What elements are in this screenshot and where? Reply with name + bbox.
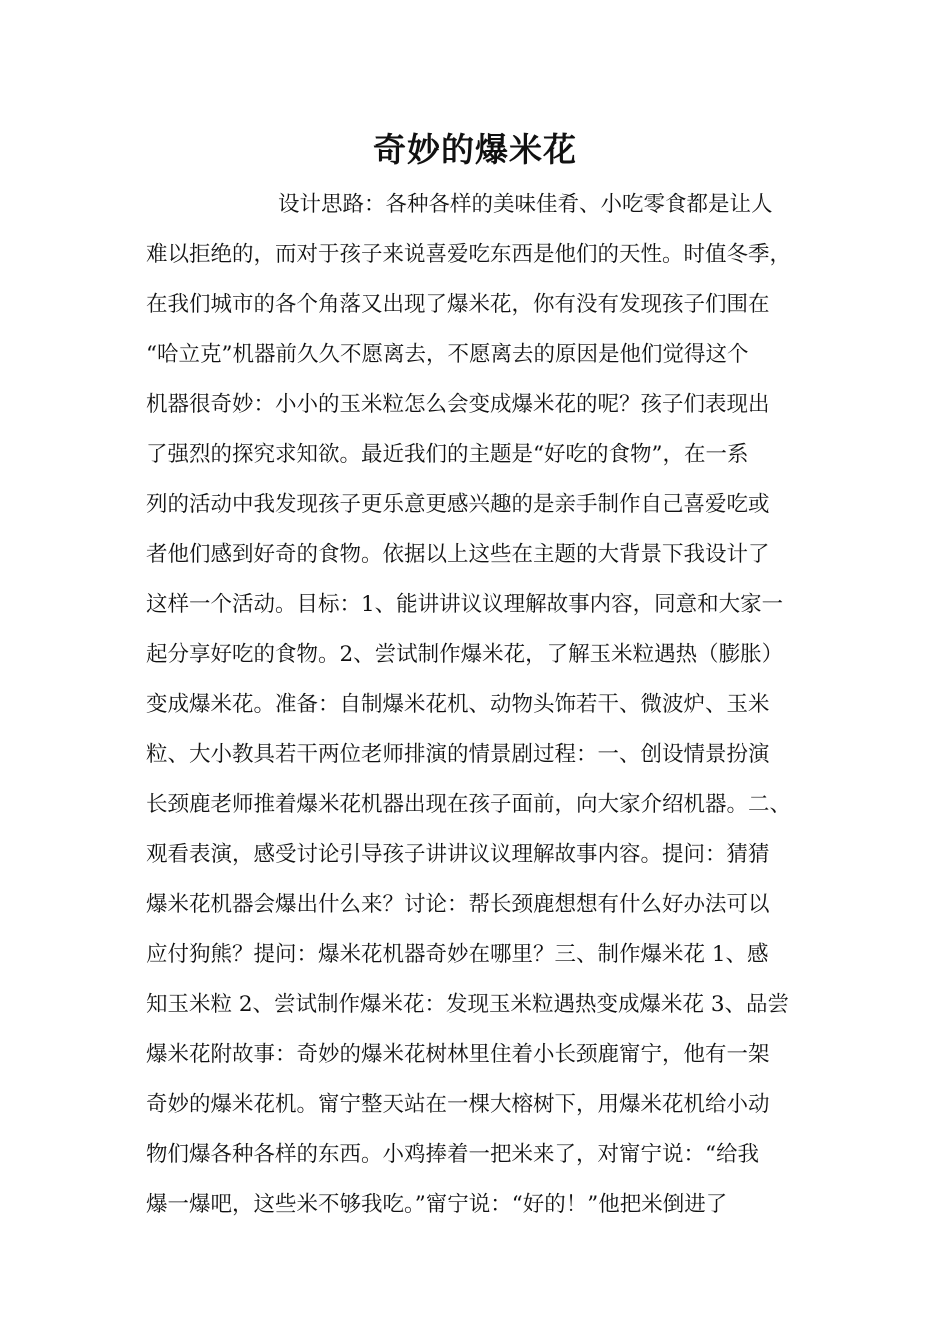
body-line: 爆米花附故事：奇妙的爆米花树林里住着小长颈鹿甯宁，他有一架 bbox=[146, 1042, 770, 1067]
body-line: 应付狗熊？提问：爆米花机器奇妙在哪里？三、制作爆米花 1、感 bbox=[146, 942, 769, 967]
body-line: 变成爆米花。准备：自制爆米花机、动物头饰若干、微波炉、玉米 bbox=[146, 692, 770, 717]
body-line: 机器很奇妙：小小的玉米粒怎么会变成爆米花的呢？孩子们表现出 bbox=[146, 392, 770, 417]
body-line: 设计思路：各种各样的美味佳肴、小吃零食都是让人 bbox=[278, 192, 773, 217]
body-line: 物们爆各种各样的东西。小鸡捧着一把米来了，对甯宁说：“给我 bbox=[146, 1142, 759, 1167]
body-line: 粒、大小教具若干两位老师排演的情景剧过程：一、创设情景扮演 bbox=[146, 742, 770, 767]
body-line: 这样一个活动。目标：1、能讲讲议议理解故事内容，同意和大家一 bbox=[146, 592, 784, 617]
body-line: 知玉米粒 2、尝试制作爆米花：发现玉米粒遇热变成爆米花 3、品尝 bbox=[146, 992, 790, 1017]
body-line: 奇妙的爆米花机。甯宁整天站在一棵大榕树下，用爆米花机给小动 bbox=[146, 1092, 770, 1117]
body-line: 者他们感到好奇的食物。依据以上这些在主题的大背景下我设计了 bbox=[146, 542, 770, 567]
document-title: 奇妙的爆米花 bbox=[373, 130, 577, 169]
body-line: 了强烈的探究求知欲。最近我们的主题是“好吃的食物”，在一系 bbox=[146, 442, 749, 467]
body-line: 爆米花机器会爆出什么来？讨论：帮长颈鹿想想有什么好办法可以 bbox=[146, 892, 770, 917]
body-line: 起分享好吃的食物。2、尝试制作爆米花，了解玉米粒遇热（膨胀） bbox=[146, 642, 784, 667]
document-body bbox=[146, 180, 846, 1230]
body-line: 长颈鹿老师推着爆米花机器出现在孩子面前，向大家介绍机器。二、 bbox=[146, 792, 792, 817]
body-line: 难以拒绝的，而对于孩子来说喜爱吃东西是他们的天性。时值冬季， bbox=[146, 242, 792, 267]
body-line: 爆一爆吧，这些米不够我吃。”甯宁说：“好的！”他把米倒进了 bbox=[146, 1192, 728, 1217]
body-line: “哈立克”机器前久久不愿离去，不愿离去的原因是他们觉得这个 bbox=[146, 342, 749, 367]
body-line: 在我们城市的各个角落又出现了爆米花，你有没有发现孩子们围在 bbox=[146, 292, 770, 317]
body-line: 列的活动中我发现孩子更乐意更感兴趣的是亲手制作自己喜爱吃或 bbox=[146, 492, 770, 517]
body-line: 观看表演，感受讨论引导孩子讲讲议议理解故事内容。提问：猜猜 bbox=[146, 842, 770, 867]
